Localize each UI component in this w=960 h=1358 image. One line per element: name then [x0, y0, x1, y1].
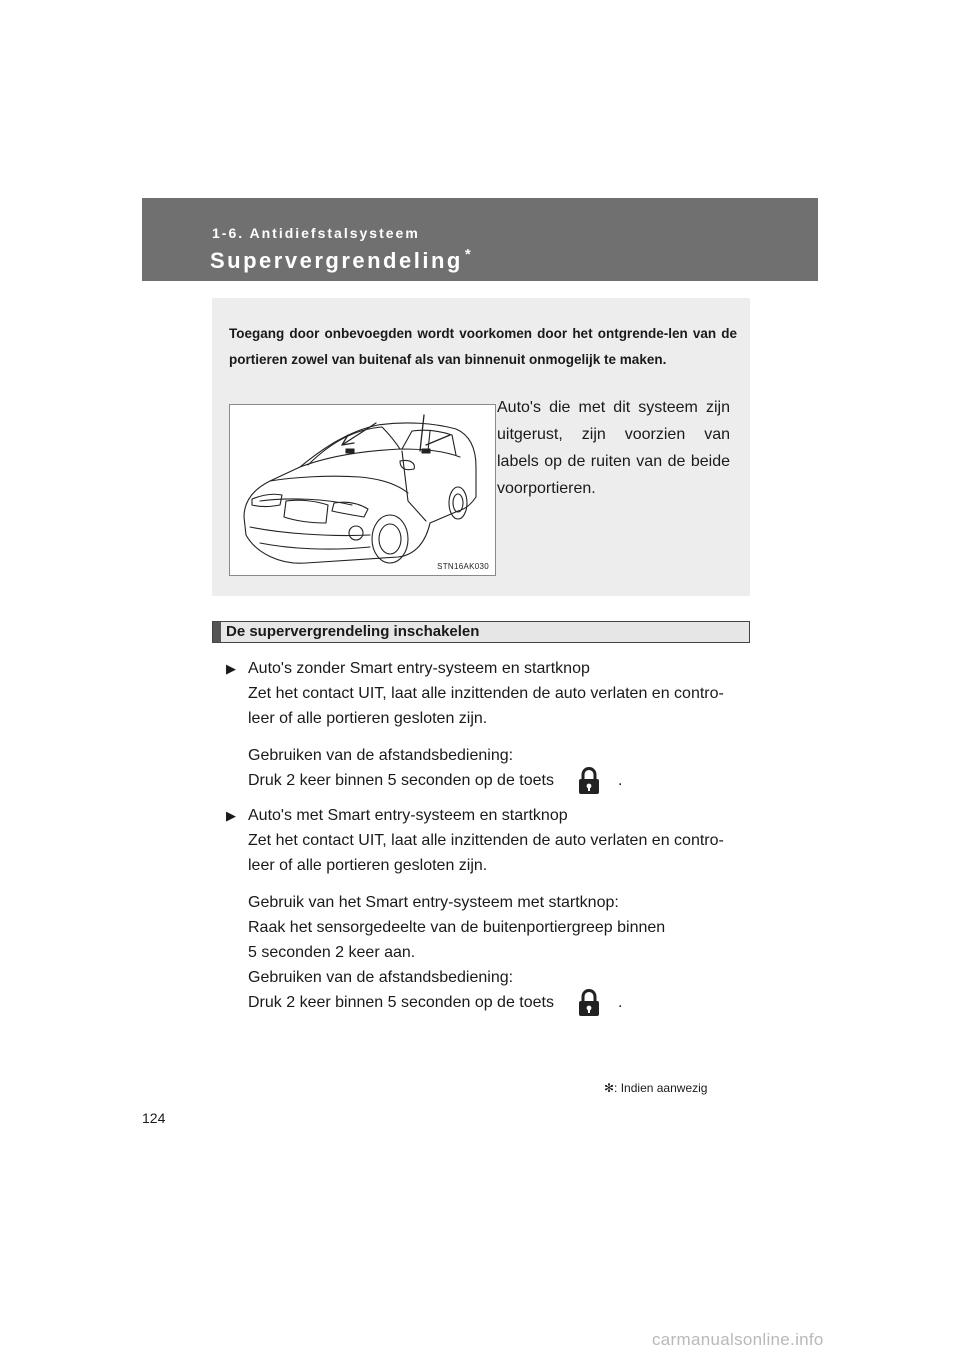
section-heading-text: De supervergrendeling inschakelen — [226, 623, 480, 640]
page-title — [210, 246, 473, 274]
remote-action-text: Druk 2 keer binnen 5 seconden op de toets — [248, 772, 554, 789]
variant-title-text: Auto's zonder Smart entry-systeem en startknop — [248, 660, 590, 677]
right-triangle-icon: ▶ — [226, 808, 236, 823]
variant-title — [226, 656, 750, 681]
remote-action-end: . — [617, 772, 623, 789]
figure-caption: Auto's die met dit systeem zijn uitgerust, zijn voorzien van labels op de ruiten van de beide voorportieren. — [497, 399, 730, 497]
footnote: ✻: Indien aanwezig — [604, 1081, 708, 1095]
remote-action-end: . — [617, 994, 623, 1011]
page-title-text: Supervergrendeling — [210, 248, 463, 273]
remote-action-text: Druk 2 keer binnen 5 seconden op de toets — [248, 994, 554, 1011]
section-heading — [212, 621, 750, 643]
car-drawing-icon — [230, 405, 495, 575]
section-number: 1-6. Antidiefstalsysteem — [212, 225, 420, 241]
lock-icon — [576, 766, 602, 796]
step-text: Zet het contact UIT, laat alle inzittenden de auto verlaten en contro-leer of alle portieren gesloten zijn. — [248, 685, 724, 727]
smart-label: Gebruik van het Smart entry-systeem met startknop: — [248, 894, 619, 911]
remote-label: Gebruiken van de afstandsbediening: — [248, 969, 514, 986]
smart-action-line-2: 5 seconden 2 keer aan. — [248, 944, 416, 961]
heading-bar — [213, 622, 221, 642]
variant-with-smart-entry — [218, 803, 750, 1015]
right-triangle-icon: ▶ — [226, 661, 236, 676]
remote-label: Gebruiken van de afstandsbediening: — [248, 747, 514, 764]
watermark: carmanualsonline.info — [652, 1330, 824, 1349]
variant-title-text: Auto's met Smart entry-systeem en startknop — [248, 807, 568, 824]
car-illustration — [229, 404, 496, 576]
lock-icon — [576, 988, 602, 1018]
variant-without-smart-entry — [218, 656, 750, 793]
intro-box — [212, 298, 750, 596]
variant-title — [226, 803, 750, 828]
instructions — [218, 656, 750, 1015]
intro-text: Toegang door onbevoegden wordt voorkomen door het ontgrende-len van de portieren zowel van buitenaf als van binnenuit onmogelijk te maken. — [229, 326, 737, 367]
availability-mark: * — [464, 246, 474, 263]
page-number: 124 — [142, 1110, 166, 1126]
chapter-header — [142, 198, 818, 281]
step-text: Zet het contact UIT, laat alle inzittenden de auto verlaten en contro-leer of alle portieren gesloten zijn. — [248, 832, 724, 874]
remote-action — [248, 768, 750, 793]
figure-code: STN16AK030 — [437, 562, 489, 571]
remote-action — [248, 990, 750, 1015]
lock-button — [568, 990, 612, 1015]
smart-action-line-1: Raak het sensorgedeelte van de buitenportiergreep binnen — [248, 919, 666, 936]
lock-button — [568, 768, 612, 793]
